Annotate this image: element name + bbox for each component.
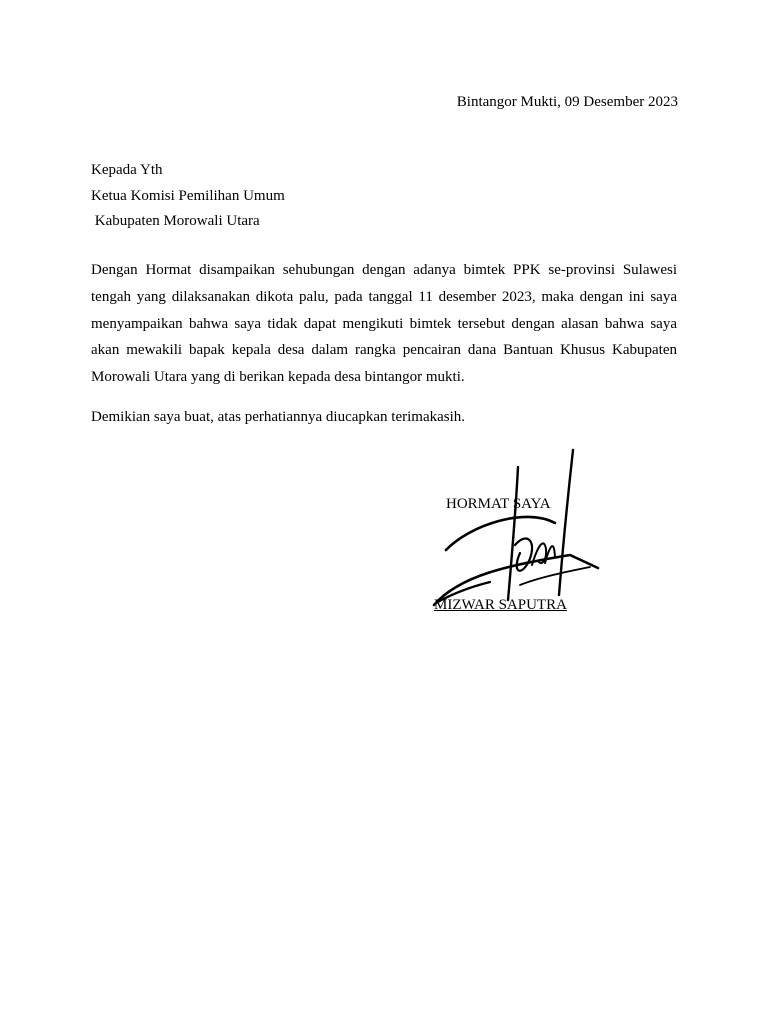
signature-stroke [559, 450, 573, 595]
body-paragraph: Dengan Hormat disampaikan sehubungan dengan adanya bimtek PPK se-provinsi Sulawesi tengah yang dilaksanakan dikota palu, pada tanggal 11 desember 2023, maka dengan ini saya menyampaikan bahwa saya tidak dapat mengikuti bimtek tersebut dengan alasan bahwa saya akan mewakili bapak kepala desa dalam rangka pencairan dana Bantuan Khusus Kabupaten Morowali Utara yang di berikan kepada desa bintangor mukti. [91, 262, 677, 386]
recipient-block [91, 158, 285, 235]
place-date: Bintangor Mukti, 09 Desember 2023 [456, 94, 678, 110]
recipient-location: Kabupaten Morowali Utara [91, 213, 260, 229]
signature-stroke [446, 517, 555, 550]
handwritten-signature [420, 445, 610, 620]
recipient-salutation: Kepada Yth [91, 162, 163, 178]
signer-name: MIZWAR SAPUTRA [434, 597, 567, 613]
signature-stroke [508, 467, 518, 600]
signature-stroke [515, 538, 532, 570]
closing-paragraph: Demikian saya buat, atas perhatiannya diucapkan terimakasih. [91, 409, 466, 425]
signature-stroke [532, 543, 546, 565]
signature-stroke [520, 567, 590, 585]
signature-stroke [545, 546, 555, 563]
closing-salutation: HORMAT SAYA [446, 496, 551, 512]
recipient-title: Ketua Komisi Pemilihan Umum [91, 187, 285, 204]
